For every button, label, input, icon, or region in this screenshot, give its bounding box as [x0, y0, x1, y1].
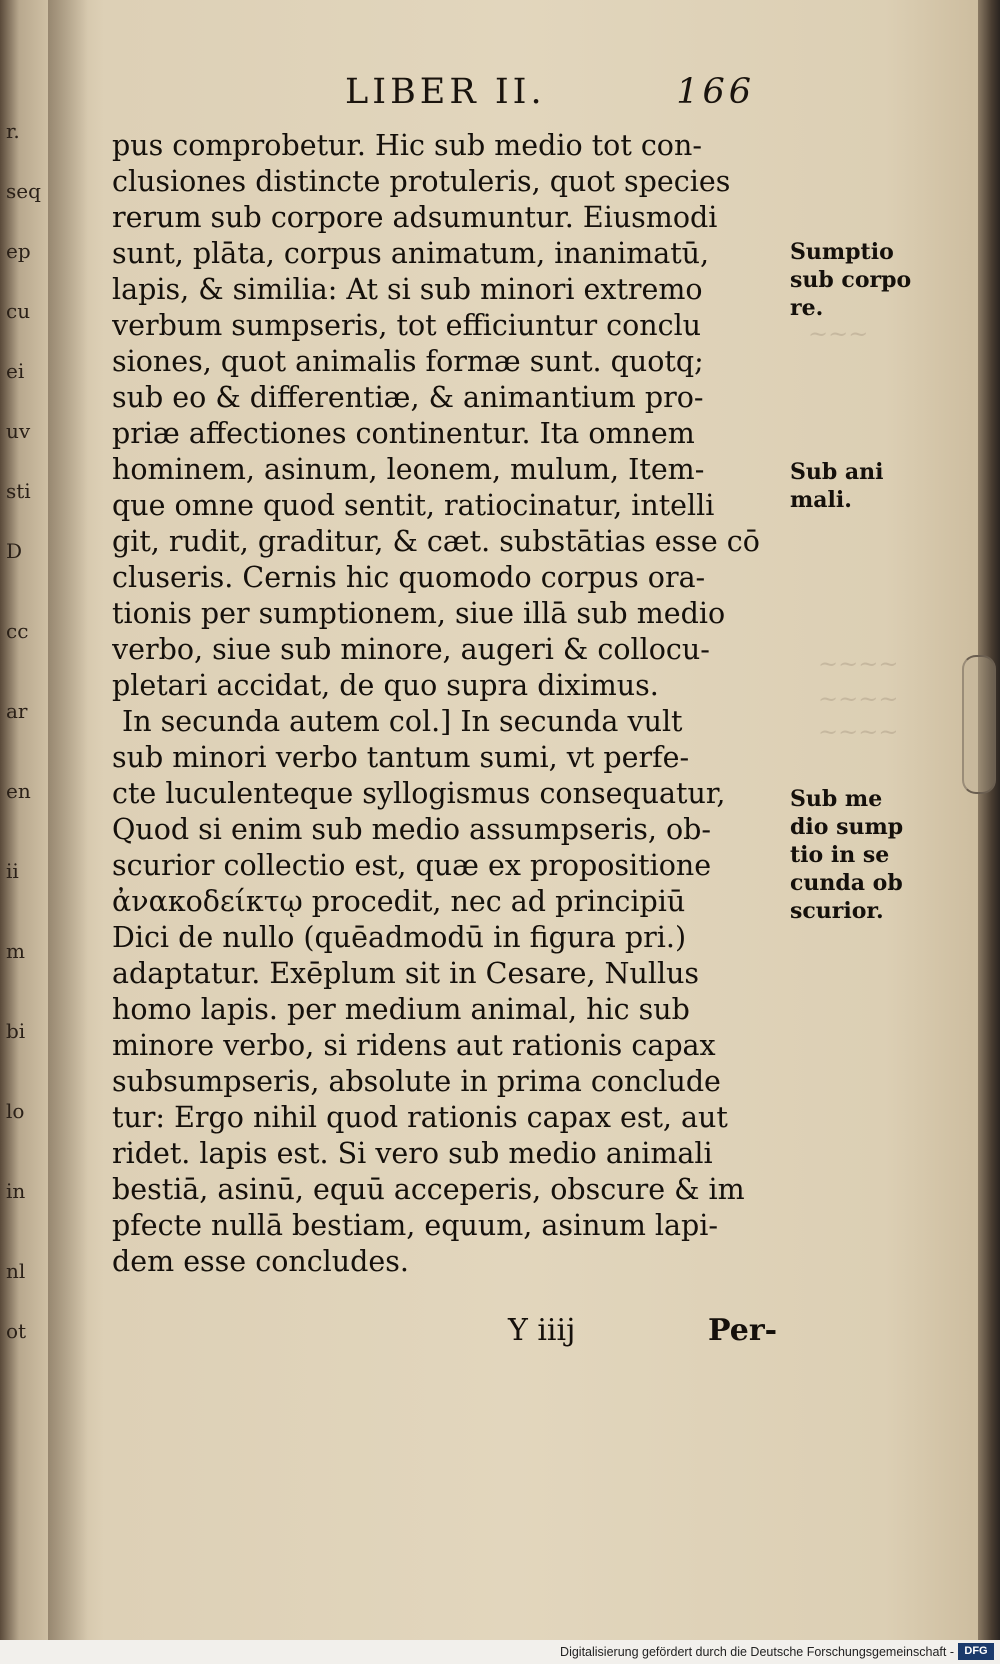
- binding-shadow: [48, 0, 88, 1640]
- text-line: siones, quot animalis formæ sunt. quotq;: [112, 345, 704, 378]
- text-line: tur: Ergo nihil quod rationis capax est, aut: [112, 1101, 728, 1134]
- margin-note-sumptio: Sumptio sub corpo re.: [790, 239, 912, 321]
- text-line: clusiones distincte protuleris, quot species: [112, 165, 731, 198]
- text-line: In secunda autem col.] In secunda vult: [122, 705, 683, 738]
- text-line: dem esse concludes.: [112, 1245, 409, 1278]
- text-line: lapis, & similia: At si sub minori extremo: [112, 273, 703, 306]
- text-line: tionis per sumptionem, siue illā sub medio: [112, 597, 726, 630]
- text-line: bestiā, asinū, equū acceperis, obscure & im: [112, 1173, 745, 1206]
- page-edge: [978, 0, 1000, 1640]
- footer-bar: [0, 1640, 1000, 1664]
- text-line: pfecte nullā bestiam, equum, asinum lapi-: [112, 1209, 719, 1242]
- text-line: sunt, plāta, corpus animatum, inanimatū,: [112, 237, 710, 270]
- text-line: minore verbo, si ridens aut rationis capax: [112, 1029, 716, 1062]
- facing-page-edge: r. seq ep cu ei uv sti D cc ar en ii m bi lo in nl ot: [0, 0, 48, 1640]
- dfg-logo: DFG: [958, 1643, 994, 1660]
- text-line: Quod si enim sub medio assumpseris, ob-: [112, 813, 712, 846]
- signature-mark: Y iiij: [508, 1313, 576, 1348]
- text-line: cte luculenteque syllogismus consequatur,: [112, 777, 726, 810]
- text-line: sub minori verbo tantum sumi, vt perfe-: [112, 741, 690, 774]
- text-line: ridet. lapis est. Si vero sub medio animali: [112, 1137, 713, 1170]
- margin-note-sub-medio: Sub me dio sump tio in se cunda ob scurior.: [790, 786, 904, 924]
- margin-note-sub-animali: Sub ani mali.: [790, 459, 884, 513]
- text-line: verbum sumpseris, tot efficiuntur conclu: [112, 309, 702, 342]
- text-line: homo lapis. per medium animal, hic sub: [112, 993, 690, 1026]
- text-line: cluseris. Cernis hic quomodo corpus ora-: [112, 561, 706, 594]
- folio-number: 166: [676, 72, 755, 112]
- text-line: subsumpseris, absolute in prima conclude: [112, 1065, 721, 1098]
- text-line: Dici de nullo (quēadmodū in figura pri.): [112, 921, 687, 954]
- book-page: ~~~ ~~~~ ~~~~ ~~~~: [48, 0, 978, 1640]
- running-title: LIBER II.: [345, 72, 546, 112]
- text-line: que omne quod sentit, ratiocinatur, intelli: [112, 489, 715, 522]
- body-text: [112, 128, 782, 1280]
- text-line: hominem, asinum, leonem, mulum, Item-: [112, 453, 705, 486]
- text-line: adaptatur. Exēplum sit in Cesare, Nullus: [112, 957, 700, 990]
- funding-notice: Digitalisierung gefördert durch die Deutsche Forschungsgemeinschaft -: [560, 1645, 954, 1659]
- page-clip: [962, 655, 996, 794]
- text-line: verbo, siue sub minore, augeri & collocu-: [112, 633, 710, 666]
- catchword: Per-: [708, 1313, 778, 1348]
- text-line: sub eo & differentiæ, & animantium pro-: [112, 381, 704, 414]
- text-line: priæ affectiones continentur. Ita omnem: [112, 417, 695, 450]
- text-line: git, rudit, graditur, & cæt. substātias esse cō: [112, 525, 760, 558]
- running-header: [345, 72, 755, 118]
- text-line: pletari accidat, de quo supra diximus.: [112, 669, 659, 702]
- text-line: rerum sub corpore adsumuntur. Eiusmodi: [112, 201, 718, 234]
- text-line: scurior collectio est, quæ ex propositione: [112, 849, 712, 882]
- text-line: pus comprobetur. Hic sub medio tot con-: [112, 129, 702, 162]
- text-line: ἀνακοδείκτῳ procedit, nec ad principiū: [112, 885, 686, 918]
